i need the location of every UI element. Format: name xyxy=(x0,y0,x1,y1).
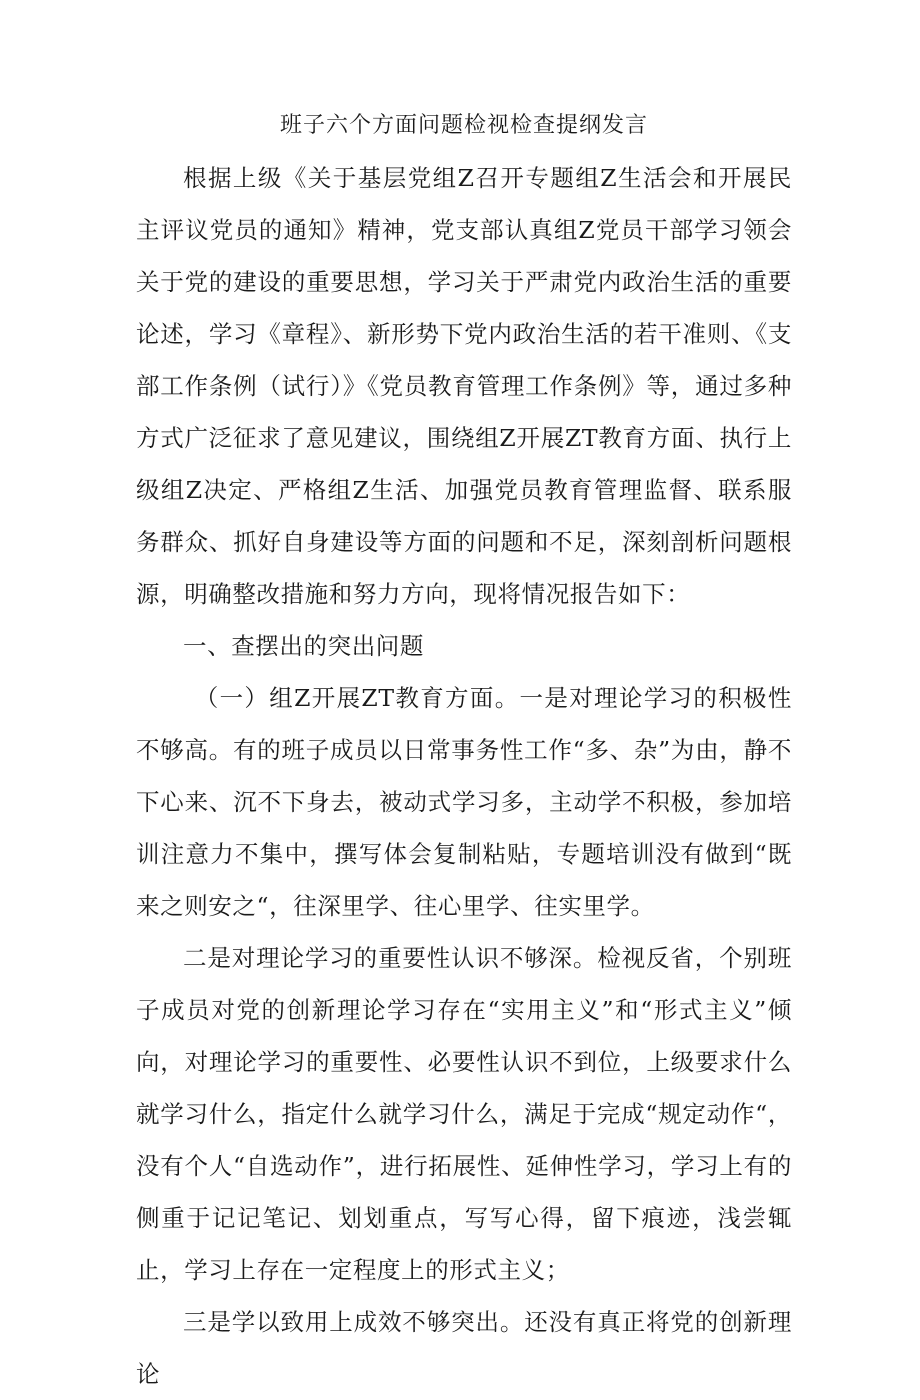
section-heading: 一、查摆出的突出问题 xyxy=(183,632,424,660)
body-paragraph-2: 二是对理论学习的重要性认识不够深。检视反省，个别班子成员对党的创新理论学习存在“实用主义”和“形式主义”倾向，对理论学习的重要性、必要性认识不到位，上级要求什么就学习什么，指定什么就学习什么，满足于完成“规定动作“，没有个人“自选动作”，进行拓展性、延伸性学习，学习上有的侧重于记记笔记、划划重点，写写心得，留下痕迹，浅尝辄止，学习上存在一定程度上的形式主义； xyxy=(136,944,792,1284)
intro-paragraph: 根据上级《关于基层党组Z召开专题组Z生活会和开展民主评议党员的通知》精神，党支部认真组Z党员干部学习领会关于党的建设的重要思想，学习关于严肃党内政治生活的重要论述，学习《章程》、新形势下党内政治生活的若干准则、《支部工作条例（试行）》《党员教育管理工作条例》等，通过多种方式广泛征求了意见建议，围绕组Z开展ZT教育方面、执行上级组Z决定、严格组Z生活、加强党员教育管理监督、联系服务群众、抓好自身建设等方面的问题和不足，深刻剖析问题根源，明确整改措施和努力方向，现将情况报告如下： xyxy=(136,164,792,608)
document-title: 班子六个方面问题检视检查提纲发言 xyxy=(279,113,648,138)
body-paragraph-3: 三是学以致用上成效不够突出。还没有真正将党的创新理论 xyxy=(136,1308,792,1388)
subsection-paragraph-1: （一）组Z开展ZT教育方面。一是对理论学习的积极性不够高。有的班子成员以日常事务性工作“多、杂”为由，静不下心来、沉不下身去，被动式学习多，主动学不积极，参加培训注意力不集中，撰写体会复制粘贴，专题培训没有做到“既来之则安之“，往深里学、往心里学、往实里学。 xyxy=(136,684,792,920)
